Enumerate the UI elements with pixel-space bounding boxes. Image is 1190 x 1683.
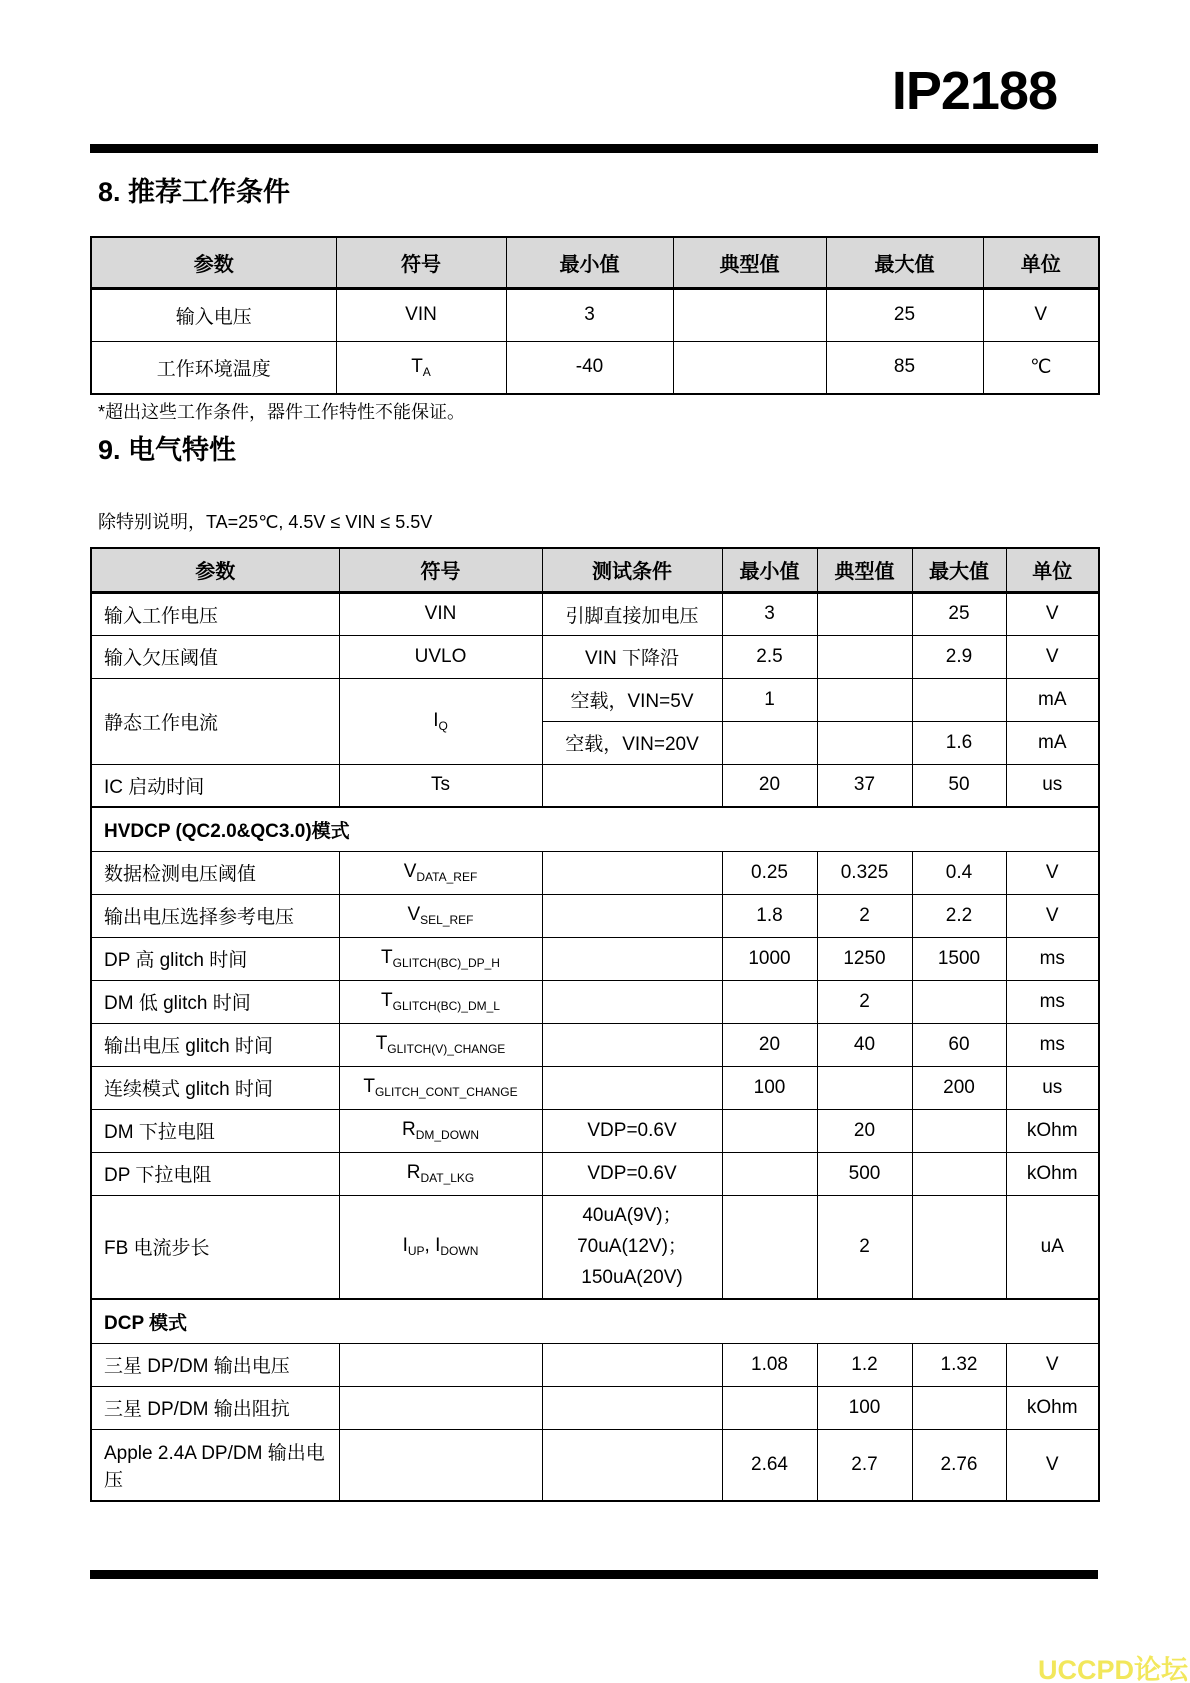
cell-unit: ℃ — [983, 341, 1099, 394]
cell-unit: V — [1006, 635, 1099, 678]
header-max: 最大值 — [912, 548, 1006, 592]
cell-typ — [817, 678, 912, 721]
symbol-subscript: GLITCH(V)_CHANGE — [387, 1042, 506, 1056]
cell-symbol — [339, 1429, 542, 1501]
cell-param: 输入欠压阈值 — [91, 635, 339, 678]
header-param: 参数 — [91, 548, 339, 592]
cell-unit: V — [1006, 1343, 1099, 1386]
table-row — [91, 1195, 1099, 1299]
header-typ: 典型值 — [817, 548, 912, 592]
cell-param: 数据检测电压阈值 — [91, 851, 339, 894]
symbol-subscript: DAT_LKG — [420, 1171, 475, 1185]
cell-param: 输入电压 — [91, 288, 336, 341]
symbol-subscript: DOWN — [440, 1244, 479, 1259]
recommended-conditions-table — [90, 236, 1100, 395]
cell-min: 3 — [506, 288, 673, 341]
cell-typ: 1250 — [817, 937, 912, 980]
cell-min — [722, 1152, 817, 1195]
cell-min — [722, 1195, 817, 1299]
table-row — [91, 341, 1099, 394]
cell-max: 1500 — [912, 937, 1006, 980]
symbol-base: R — [401, 1119, 416, 1140]
header-unit: 单位 — [1006, 548, 1099, 592]
cell-unit: kOhm — [1006, 1109, 1099, 1152]
symbol-base: T — [381, 990, 393, 1011]
cell-min — [722, 980, 817, 1023]
cell-param: 输入工作电压 — [91, 592, 339, 635]
cell-max — [912, 1152, 1006, 1195]
table-row — [91, 1386, 1099, 1429]
cell-param: DM 下拉电阻 — [91, 1109, 339, 1152]
cell-typ: 37 — [817, 764, 912, 807]
cell-typ — [817, 635, 912, 678]
cell-unit: V — [1006, 592, 1099, 635]
cell-min: 1.08 — [722, 1343, 817, 1386]
cell-param: DM 低 glitch 时间 — [91, 980, 339, 1023]
table-row — [91, 937, 1099, 980]
cell-param: 输出电压选择参考电压 — [91, 894, 339, 937]
cell-min: -40 — [506, 341, 673, 394]
cell-symbol — [339, 1386, 542, 1429]
table-row — [91, 1429, 1099, 1501]
cell-min: 1.8 — [722, 894, 817, 937]
cell-condition: 引脚直接加电压 — [542, 592, 722, 635]
cell-symbol — [339, 1066, 542, 1109]
cell-min: 1000 — [722, 937, 817, 980]
symbol-base: T — [411, 355, 423, 377]
cell-condition: 空载，VIN=5V — [542, 678, 722, 721]
cell-unit: V — [1006, 894, 1099, 937]
cell-param: DP 下拉电阻 — [91, 1152, 339, 1195]
cell-condition: VIN 下降沿 — [542, 635, 722, 678]
cell-condition — [542, 851, 722, 894]
cell-condition: 空载，VIN=20V — [542, 721, 722, 764]
table-row — [91, 980, 1099, 1023]
table-row — [91, 635, 1099, 678]
cell-unit: us — [1006, 1066, 1099, 1109]
section-9-heading: 9. 电气特性 — [98, 435, 237, 465]
cell-symbol — [339, 1109, 542, 1152]
cell-param: 输出电压 glitch 时间 — [91, 1023, 339, 1066]
cell-min: 0.25 — [722, 851, 817, 894]
symbol-base: R — [406, 1162, 421, 1183]
section-8-heading: 8. 推荐工作条件 — [98, 177, 291, 207]
cell-symbol — [339, 1343, 542, 1386]
cell-symbol — [339, 980, 542, 1023]
condition-line: 150uA(20V) — [581, 1267, 683, 1289]
cell-typ: 100 — [817, 1386, 912, 1429]
cell-min: 1 — [722, 678, 817, 721]
cell-param: IC 启动时间 — [91, 764, 339, 807]
table-row — [91, 288, 1099, 341]
cell-param: Apple 2.4A DP/DM 输出电压 — [91, 1429, 339, 1501]
cell-unit: mA — [1006, 678, 1099, 721]
cell-symbol — [336, 341, 506, 394]
symbol-base: I — [402, 1235, 408, 1257]
header-condition: 测试条件 — [542, 548, 722, 592]
cell-typ: 2 — [817, 980, 912, 1023]
cell-symbol — [339, 1023, 542, 1066]
cell-unit: kOhm — [1006, 1152, 1099, 1195]
symbol-base: T — [363, 1076, 375, 1097]
cell-symbol: VIN — [339, 592, 542, 635]
symbol-subscript: GLITCH(BC)_DP_H — [392, 956, 500, 970]
cell-max — [912, 980, 1006, 1023]
symbol-subscript: DM_DOWN — [415, 1128, 480, 1142]
cell-min: 20 — [722, 764, 817, 807]
cell-condition: VDP=0.6V — [542, 1152, 722, 1195]
top-divider — [90, 144, 1098, 153]
table-row — [91, 1109, 1099, 1152]
header-min: 最小值 — [722, 548, 817, 592]
cell-unit: V — [1006, 851, 1099, 894]
cell-typ — [673, 288, 826, 341]
cell-max: 25 — [912, 592, 1006, 635]
cell-max: 85 — [826, 341, 983, 394]
table-row — [91, 1343, 1099, 1386]
cell-condition — [542, 764, 722, 807]
cell-condition — [542, 1023, 722, 1066]
cell-max: 0.4 — [912, 851, 1006, 894]
cell-param: 静态工作电流 — [91, 678, 339, 764]
cell-symbol: VIN — [336, 288, 506, 341]
cell-max: 2.76 — [912, 1429, 1006, 1501]
cell-min — [722, 1386, 817, 1429]
cell-min: 100 — [722, 1066, 817, 1109]
cell-max — [912, 1386, 1006, 1429]
cell-max — [912, 1195, 1006, 1299]
symbol-base: V — [403, 861, 417, 882]
symbol-base: T — [381, 947, 393, 968]
cell-unit: uA — [1006, 1195, 1099, 1299]
cell-condition — [542, 894, 722, 937]
table-row — [91, 764, 1099, 807]
bottom-divider — [90, 1570, 1098, 1579]
electrical-characteristics-table — [90, 547, 1100, 1502]
cell-symbol — [339, 894, 542, 937]
cell-unit: V — [983, 288, 1099, 341]
cell-symbol: UVLO — [339, 635, 542, 678]
cell-symbol: Ts — [339, 764, 542, 807]
cell-typ — [817, 1066, 912, 1109]
symbol-subscript: GLITCH(BC)_DM_L — [392, 999, 500, 1013]
cell-condition — [542, 1343, 722, 1386]
test-condition-note: 除特别说明，TA=25℃, 4.5V ≤ VIN ≤ 5.5V — [98, 512, 433, 532]
table-row — [91, 851, 1099, 894]
symbol-base: , I — [424, 1235, 441, 1257]
symbol-base: V — [407, 904, 421, 925]
condition-line: 70uA(12V)； — [577, 1236, 687, 1258]
table-row — [91, 1023, 1099, 1066]
table-row — [91, 678, 1099, 721]
cell-max: 60 — [912, 1023, 1006, 1066]
header-symbol: 符号 — [336, 237, 506, 288]
section-row — [91, 807, 1099, 851]
cell-condition: VDP=0.6V — [542, 1109, 722, 1152]
cell-max: 1.6 — [912, 721, 1006, 764]
symbol-subscript: SEL_REF — [420, 913, 474, 927]
watermark: UCCPD论坛 — [1037, 1655, 1188, 1683]
cell-max: 25 — [826, 288, 983, 341]
section-label-hvdcp: HVDCP (QC2.0&QC3.0)模式 — [91, 807, 1099, 851]
cell-symbol — [339, 851, 542, 894]
cell-min: 3 — [722, 592, 817, 635]
cell-min: 2.64 — [722, 1429, 817, 1501]
symbol-subscript: DATA_REF — [416, 870, 478, 884]
symbol-subscript: A — [422, 364, 431, 379]
table-header-row — [91, 237, 1099, 288]
section-row — [91, 1299, 1099, 1343]
cell-typ: 2 — [817, 1195, 912, 1299]
symbol-subscript: Q — [438, 718, 448, 733]
symbol-base: T — [375, 1033, 388, 1054]
cell-condition — [542, 1429, 722, 1501]
table-row — [91, 1066, 1099, 1109]
cell-max: 2.9 — [912, 635, 1006, 678]
cell-typ — [817, 721, 912, 764]
header-min: 最小值 — [506, 237, 673, 288]
cell-typ: 40 — [817, 1023, 912, 1066]
cell-unit: kOhm — [1006, 1386, 1099, 1429]
cell-condition — [542, 980, 722, 1023]
conditions-footnote: *超出这些工作条件，器件工作特性不能保证。 — [98, 402, 466, 422]
section-label-dcp: DCP 模式 — [91, 1299, 1099, 1343]
condition-line: 40uA(9V)； — [582, 1205, 682, 1227]
table-row — [91, 894, 1099, 937]
header-unit: 单位 — [983, 237, 1099, 288]
cell-typ: 2 — [817, 894, 912, 937]
cell-max: 2.2 — [912, 894, 1006, 937]
cell-min — [722, 1109, 817, 1152]
symbol-subscript: GLITCH_CONT_CHANGE — [374, 1085, 518, 1099]
cell-symbol — [339, 937, 542, 980]
cell-min: 2.5 — [722, 635, 817, 678]
cell-condition — [542, 1386, 722, 1429]
cell-max — [912, 1109, 1006, 1152]
cell-condition — [542, 1195, 722, 1299]
cell-unit: mA — [1006, 721, 1099, 764]
header-param: 参数 — [91, 237, 336, 288]
table-row — [91, 1152, 1099, 1195]
cell-unit: ms — [1006, 980, 1099, 1023]
cell-min: 20 — [722, 1023, 817, 1066]
cell-unit: V — [1006, 1429, 1099, 1501]
cell-param: DP 高 glitch 时间 — [91, 937, 339, 980]
cell-param: 三星 DP/DM 输出阻抗 — [91, 1386, 339, 1429]
symbol-base: I — [433, 709, 439, 731]
cell-symbol — [339, 1152, 542, 1195]
cell-typ: 500 — [817, 1152, 912, 1195]
cell-symbol — [339, 678, 542, 764]
cell-condition — [542, 1066, 722, 1109]
cell-condition — [542, 937, 722, 980]
page-title: IP2188 — [891, 61, 1057, 121]
cell-typ — [817, 592, 912, 635]
cell-max — [912, 678, 1006, 721]
header-symbol: 符号 — [339, 548, 542, 592]
cell-typ: 0.325 — [817, 851, 912, 894]
cell-typ — [673, 341, 826, 394]
cell-min — [722, 721, 817, 764]
cell-typ: 20 — [817, 1109, 912, 1152]
cell-unit: ms — [1006, 937, 1099, 980]
header-typ: 典型值 — [673, 237, 826, 288]
cell-max: 200 — [912, 1066, 1006, 1109]
cell-typ: 1.2 — [817, 1343, 912, 1386]
cell-param: 连续模式 glitch 时间 — [91, 1066, 339, 1109]
cell-typ: 2.7 — [817, 1429, 912, 1501]
cell-param: 工作环境温度 — [91, 341, 336, 394]
cell-max: 50 — [912, 764, 1006, 807]
symbol-subscript: UP — [407, 1244, 425, 1259]
cell-unit: us — [1006, 764, 1099, 807]
table-header-row — [91, 548, 1099, 592]
cell-symbol — [339, 1195, 542, 1299]
cell-param: 三星 DP/DM 输出电压 — [91, 1343, 339, 1386]
cell-max: 1.32 — [912, 1343, 1006, 1386]
header-max: 最大值 — [826, 237, 983, 288]
cell-param: FB 电流步长 — [91, 1195, 339, 1299]
cell-unit: ms — [1006, 1023, 1099, 1066]
table-row — [91, 592, 1099, 635]
